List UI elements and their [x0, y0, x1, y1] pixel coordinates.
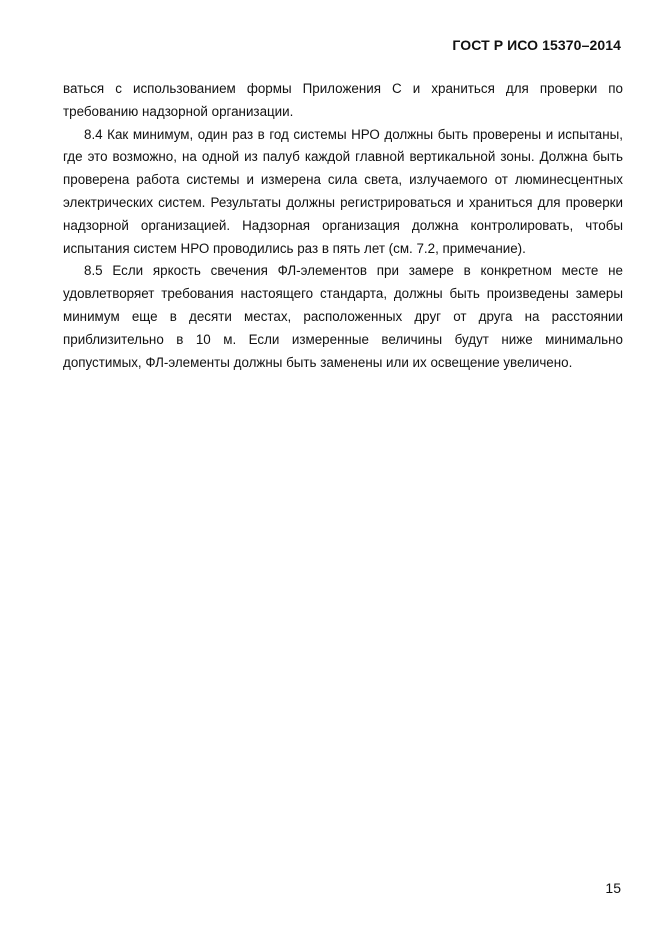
paragraph-8-4: 8.4 Как минимум, один раз в год системы НРО должны быть проверены и испытаны, где это возможно, на одной из палуб каждой главной вертикальной зоны. Должна быть проверена работа системы и измерена сила света, излучаемого от люминесцентных электрических систем. Результаты должны регистрироваться и храниться для проверки надзорной организацией. Надзорная организация должна контролировать, чтобы испытания систем НРО проводились раз в пять лет (см. 7.2, примечание).: [63, 126, 623, 256]
paragraph-8-5: 8.5 Если яркость свечения ФЛ-элементов при замере в конкретном месте не удовлетворяет требования настоящего стандарта, должны быть произведены замеры минимум еще в десяти местах, расположенных друг от друга на расстоянии приблизительно в 10 м. Если измеренные величины будут ниже минимально допустимых, ФЛ-элементы должны быть заменены или их освещение увеличено.: [63, 263, 623, 370]
document-body: [63, 78, 623, 374]
page-number: 15: [605, 880, 621, 896]
paragraph-continuation: ваться с использованием формы Приложения С и храниться для проверки по требованию надзорной организации.: [63, 81, 623, 119]
document-header: ГОСТ Р ИСО 15370–2014: [452, 37, 621, 53]
